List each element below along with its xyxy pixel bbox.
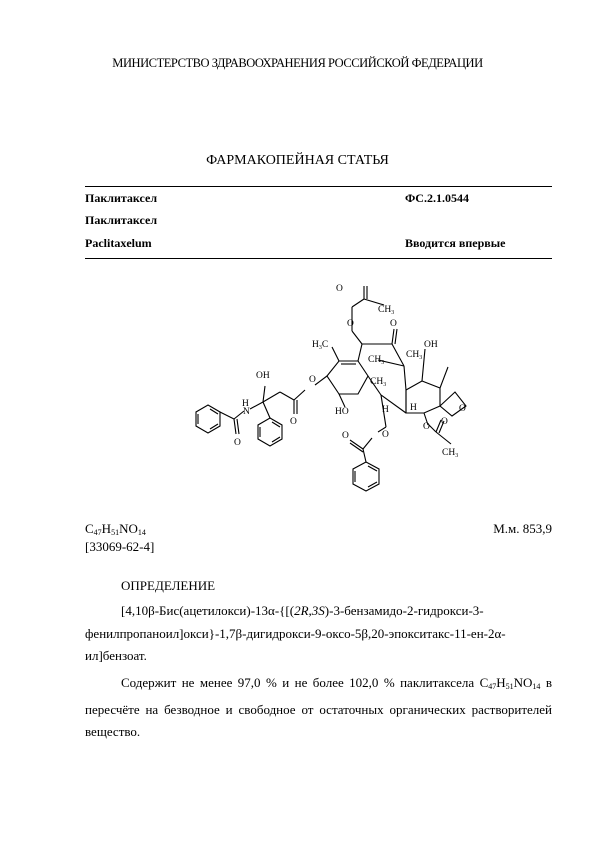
article-status: Вводится впервые	[405, 236, 506, 250]
drug-name-russian-2: Паклитаксел	[85, 213, 158, 227]
ho-label: HO	[335, 407, 349, 417]
content-paragraph: Содержит не менее 97,0 % и не более 102,0 % паклитаксела $C_{47}H_{51}NO_{14}$ в пересчёте на безводное и свободное от остаточных органических растворителей вещество.	[85, 675, 552, 739]
nitrogen-label: N	[243, 407, 250, 417]
top-rule	[85, 186, 552, 187]
ch3-bottom-label: $CH_3$	[442, 448, 459, 459]
acetoxy-co-label: O	[441, 417, 448, 427]
h-left-label: H	[382, 405, 389, 415]
amide-o-label: O	[234, 438, 241, 448]
benzoyl-co-label: O	[342, 431, 349, 441]
document-title: ФАРМАКОПЕЙНАЯ СТАТЬЯ	[206, 153, 389, 168]
benzoate-o-label: O	[382, 430, 389, 440]
acetoxy-o-label: O	[423, 422, 430, 432]
drug-name-russian: Паклитаксел	[85, 191, 158, 205]
acetyl-o-label: O	[336, 284, 343, 294]
nh-h-label: H	[242, 399, 249, 409]
ministry-header: МИНИСТЕРСТВО ЗДРАВООХРАНЕНИЯ РОССИЙСКОЙ ФЕДЕРАЦИИ	[112, 56, 483, 70]
oh-right-label: OH	[424, 340, 438, 350]
ketone-o-label: O	[390, 319, 397, 329]
benzoate-phenyl-ring	[353, 462, 379, 491]
oh-left-label: OH	[256, 371, 270, 381]
ch3-a-label: $CH_3$	[368, 355, 385, 366]
h-right-label: H	[410, 403, 417, 413]
acetyl-ch3-label: $CH_3$	[378, 305, 395, 316]
ester-o-label: O	[347, 319, 354, 329]
sidechain-phenyl-ring	[258, 418, 282, 446]
section-heading-definition: ОПРЕДЕЛЕНИЕ	[121, 578, 216, 593]
ch3-c-label: $CH_3$	[406, 350, 423, 361]
ch3-b-label: $CH_3$	[370, 377, 387, 388]
ring-a	[327, 361, 368, 394]
article-code: ФС.2.1.0544	[405, 191, 469, 205]
molecular-weight: М.м. 853,9	[493, 521, 552, 536]
h3c-label: $H_3C$	[312, 340, 329, 351]
chemical-name-paragraph: [4,10β-Бис(ацетилокси)-13α-{[(2R,3S)-3-бензамидо-2-гидрокси-3-фенилпропаноил]окси}-1,7β-дигидрокси-9-оксо-5β,20-эпокситакс-11-ен-2α-ил]бензоат.	[85, 603, 506, 663]
ester-o-label-2: O	[309, 375, 316, 385]
chemical-structure-diagram	[0, 270, 595, 510]
cas-number: [33069-62-4]	[85, 539, 155, 554]
bottom-rule	[85, 258, 552, 259]
acid-o-label: O	[290, 417, 297, 427]
oxetane-o-label: O	[459, 404, 466, 414]
molecular-formula: $C_{47}H_{51}NO_{14}$	[85, 521, 146, 537]
benzamide-phenyl-ring	[196, 405, 220, 433]
drug-name-latin: Paclitaxelum	[85, 236, 152, 250]
